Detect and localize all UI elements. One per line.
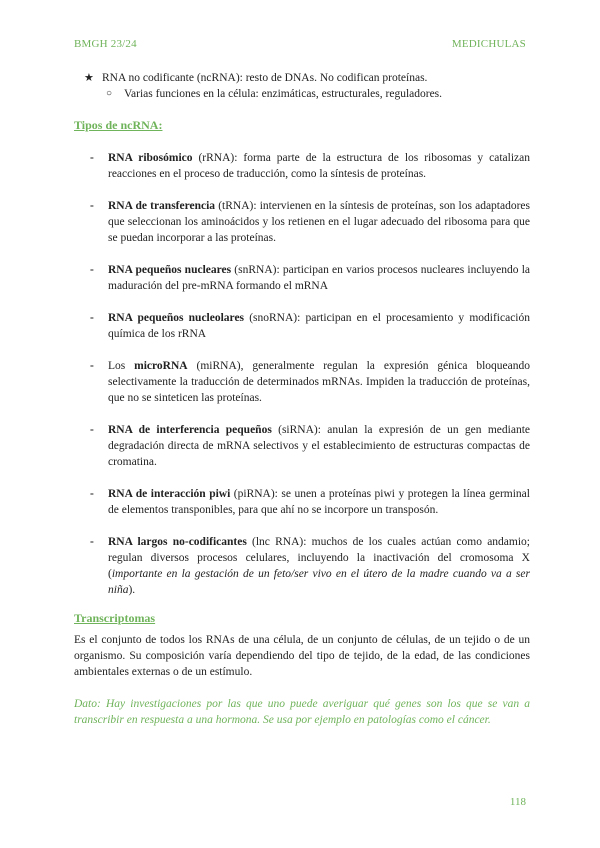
header-course: BMGH 23/24 xyxy=(74,38,137,50)
list-item xyxy=(74,150,530,182)
note-paragraph: Dato: Hay investigaciones por las que uno puede averiguar qué genes son los que se van a transcribir en respuesta a una hormona. Se usa por ejemplo en patologías como el cáncer. xyxy=(74,698,530,726)
item-term: microRNA xyxy=(134,360,188,372)
dash-bullet: - xyxy=(90,360,94,372)
item-term: RNA ribosómico xyxy=(108,152,193,164)
dash-bullet: - xyxy=(90,312,94,324)
item-text: (siRNA): anulan la expresión de un gen mediante degradación directa de mRNA selectivos y el establecimiento de estructuras compactas de cromatina. xyxy=(108,424,530,468)
item-text: (lnc RNA): muchos de los cuales actúan como andamio; regulan diversos procesos celulares, incluyendo la inactivación del cromosoma X ( xyxy=(108,536,530,580)
list-item xyxy=(74,262,530,294)
item-italic-text: importante en la gestación de un feto/ser vivo en el útero de la madre cuando va a ser niña xyxy=(108,568,530,596)
star-icon: ★ xyxy=(84,72,94,84)
header-brand: MEDICHULAS xyxy=(451,38,526,50)
page-content xyxy=(74,70,530,728)
dash-bullet: - xyxy=(90,536,94,548)
page-number: 118 xyxy=(509,796,526,808)
list-item xyxy=(74,422,530,470)
list-item xyxy=(74,534,530,598)
item-text: (snRNA): participan en varios procesos nucleares incluyendo la maduración del pre-mRNA formando el mRNA xyxy=(108,264,530,292)
item-term: RNA de interacción piwi xyxy=(108,488,231,500)
item-text: (snoRNA): participan en el procesamiento y modificación química de los rRNA xyxy=(108,312,530,340)
list-item xyxy=(74,310,530,342)
item-text: (miRNA), generalmente regulan la expresión génica bloqueando selectivamente la traducción de determinados mRNAs. Impiden la traducción de proteínas, que no se sinteticen las proteínas. xyxy=(108,360,530,404)
dash-bullet: - xyxy=(90,200,94,212)
item-term: RNA de interferencia pequeños xyxy=(108,424,272,436)
item-term: RNA de transferencia xyxy=(108,200,216,212)
dash-bullet: - xyxy=(90,488,94,500)
dash-bullet: - xyxy=(90,424,94,436)
page-header xyxy=(74,38,526,50)
intro-bullet xyxy=(74,70,530,86)
item-suffix: ). xyxy=(128,584,136,596)
list-item xyxy=(74,198,530,246)
ncrna-list xyxy=(74,150,530,598)
item-text: (tRNA): intervienen en la síntesis de proteínas, son los adaptadores que seleccionan los aminoácidos y los retienen en el lugar adecuado del ribosoma para que se puedan incorporar a las proteínas. xyxy=(108,200,531,244)
circle-bullet-icon: ○ xyxy=(106,88,113,99)
item-term: RNA pequeños nucleolares xyxy=(108,312,245,324)
list-item xyxy=(74,358,530,406)
intro-text: RNA no codificante (ncRNA): resto de DNAs. No codifican proteínas. xyxy=(102,72,428,84)
item-prefix: Los xyxy=(108,360,135,372)
item-term: RNA largos no-codificantes xyxy=(108,536,247,548)
section-title-transcriptomas: Transcriptomas xyxy=(74,611,156,625)
section-title-tipos: Tipos de ncRNA: xyxy=(74,118,163,132)
intro-sub-text: Varias funciones en la célula: enzimáticas, estructurales, reguladores. xyxy=(124,88,443,100)
intro-sub-bullet xyxy=(74,86,530,102)
list-item xyxy=(74,486,530,518)
item-term: RNA pequeños nucleares xyxy=(108,264,232,276)
dash-bullet: - xyxy=(90,264,94,276)
item-text: (rRNA): forma parte de la estructura de los ribosomas y catalizan reacciones en el proceso de traducción, como la síntesis de proteínas. xyxy=(108,152,530,180)
dash-bullet: - xyxy=(90,152,94,164)
item-text: (piRNA): se unen a proteínas piwi y protegen la línea germinal de elementos transponibles, para que ahí no se incorpore un transposón. xyxy=(108,488,530,516)
transcriptoma-paragraph: Es el conjunto de todos los RNAs de una célula, de un conjunto de células, de un tejido o de un organismo. Su composición varía dependiendo del tipo de tejido, de la edad, de las condiciones ambientales externas o de un estímulo. xyxy=(74,634,530,678)
